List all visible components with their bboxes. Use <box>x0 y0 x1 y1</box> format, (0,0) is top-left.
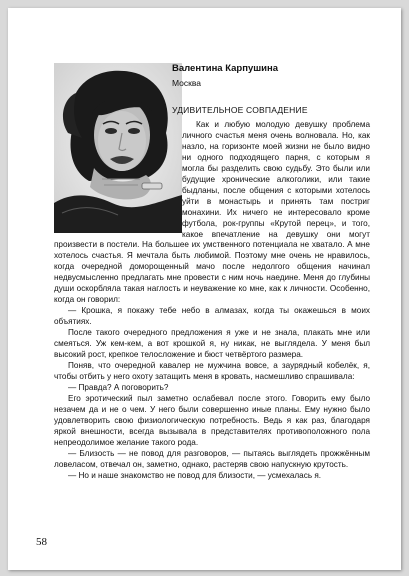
paragraph: — Но и наше знакомство не повод для близости, — усмехалась я. <box>68 470 322 480</box>
paragraph: Его эротический пыл заметно ослабевал после этого. Говорить ему было незачем да и не о чем. У него были совершенно иные планы. Ему нужно было удовлетворить свою физиологическую потребность. Ведь я как раз, благодаря яркой внешности, всегда вызывала в представителях противоположного пола непреодолимое желание такого рода. <box>54 393 370 447</box>
paragraph: — Близость — не повод для разговоров, — пытаясь выглядеть прожжённым ловеласом, отвечал он, заметно, однако, растеряв свою напускную крутость. <box>54 448 370 469</box>
story-title: УДИВИТЕЛЬНОЕ СОВПАДЕНИЕ <box>172 105 308 115</box>
author-city: Москва <box>172 78 202 88</box>
page-number: 58 <box>36 536 47 548</box>
author-name: Валентина Карпушина <box>172 63 279 74</box>
story-text <box>54 120 370 481</box>
photo-text-wrap-spacer <box>54 120 182 233</box>
paragraph: — Правда? А поговорить? <box>68 382 169 392</box>
paragraph: Поняв, что очередной кавалер не мужчина вовсе, а заурядный кобелёк, я, чтобы отбить у него охоту затащить меня в кровать, насмешливо спрашивала: <box>54 360 370 381</box>
book-page <box>8 8 401 570</box>
paragraph: — Крошка, я покажу тебе небо в алмазах, когда ты окажешься в моих объятиях. <box>54 306 370 327</box>
paragraph: Как и любую молодую девушку проблема личного счастья меня очень волновала. Но, как назло, на горизонте моей жизни не было видно ни одного подходящего парня, с которым я могла бы разделить свою судьбу. Это были или будущие хронические алкоголики, или такие быдланы, после общения с которыми хотелось уйти в монастырь и принять там постриг монахини. Их ничего не интересовало кроме футбола, рок-группы «Крутой перец», и того, какое впечатление на девушку они могут произвести в постели. На большее их умственного потенциала не хватало. А мне хотелось счастья. Я мечтала быть любимой. Поэтому мне очень не нравилось, когда очередной доморощенный мачо после недолгого общения начинал недвусмысленно предлагать мне провести с ним ночь наедине. Меня до глубины души оскорбляла такая наглость и неуважение ко мне, как к личности. Особенно, когда он говорил: <box>54 120 370 305</box>
paragraph: После такого очередного предложения я уже и не знала, плакать мне или смеяться. Уж кем-кем, а вот крошкой я, ну никак, не выглядела. У меня был высокий рост, крепкое телосложение и бюст четвёртого размера. <box>54 328 370 360</box>
